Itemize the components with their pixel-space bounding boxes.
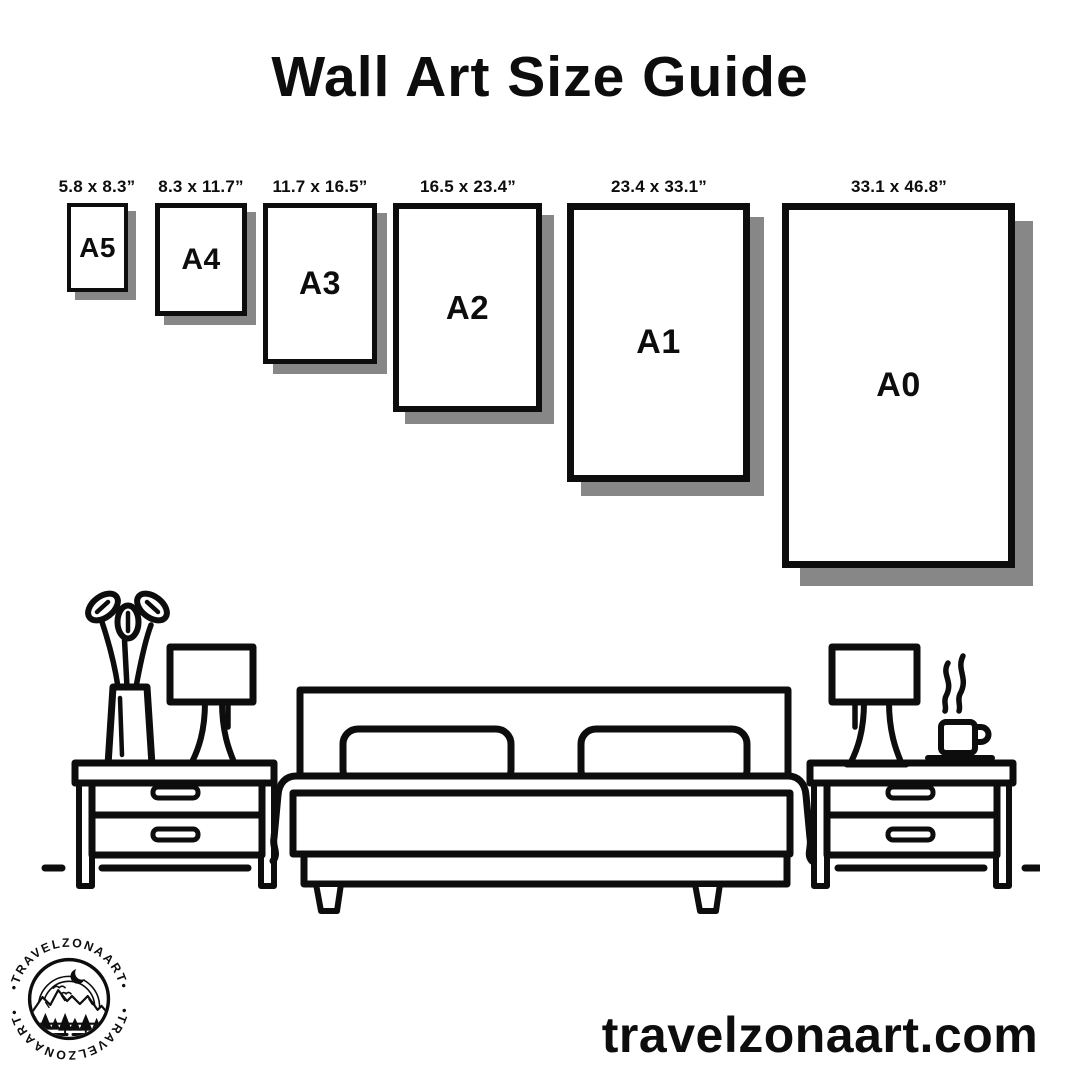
double-bed-icon xyxy=(273,690,812,911)
poster-a4-code: A4 xyxy=(181,242,221,276)
website-url: travelzonaart.com xyxy=(601,1007,1039,1063)
poster-a2 xyxy=(393,203,542,412)
nightstand-left-icon xyxy=(75,763,274,886)
bedroom-scene xyxy=(40,580,1040,920)
poster-a4 xyxy=(155,203,247,316)
table-lamp-right-icon xyxy=(832,647,917,764)
brand-logo xyxy=(2,932,140,1070)
poster-a3 xyxy=(263,203,377,364)
poster-a5-code: A5 xyxy=(79,231,116,263)
poster-a1-dimensions: 23.4 x 33.1” xyxy=(611,177,707,196)
poster-a3-dimensions: 11.7 x 16.5” xyxy=(272,177,368,196)
poster-a3-code: A3 xyxy=(299,265,341,301)
poster-a2-code: A2 xyxy=(445,288,490,326)
poster-a1 xyxy=(567,203,750,482)
brand-name-top-arc: •TRAVELZONAART• xyxy=(6,935,132,992)
page-title: Wall Art Size Guide xyxy=(271,45,809,109)
coffee-cup-icon xyxy=(928,656,992,758)
flower-vase-icon xyxy=(83,588,172,765)
poster-a5-dimensions: 5.8 x 8.3” xyxy=(58,177,136,196)
poster-a5 xyxy=(67,203,128,292)
table-lamp-left-icon xyxy=(170,647,253,764)
poster-a0-dimensions: 33.1 x 46.8” xyxy=(851,177,947,196)
poster-a0-code: A0 xyxy=(876,366,921,404)
poster-a2-dimensions: 16.5 x 23.4” xyxy=(420,177,516,196)
poster-a0 xyxy=(782,203,1015,568)
poster-a1-code: A1 xyxy=(636,323,681,361)
poster-a4-dimensions: 8.3 x 11.7” xyxy=(158,177,244,196)
nightstand-right-icon xyxy=(810,763,1013,886)
brand-name-bottom-arc: •TRAVELZONAART• xyxy=(6,1006,132,1063)
